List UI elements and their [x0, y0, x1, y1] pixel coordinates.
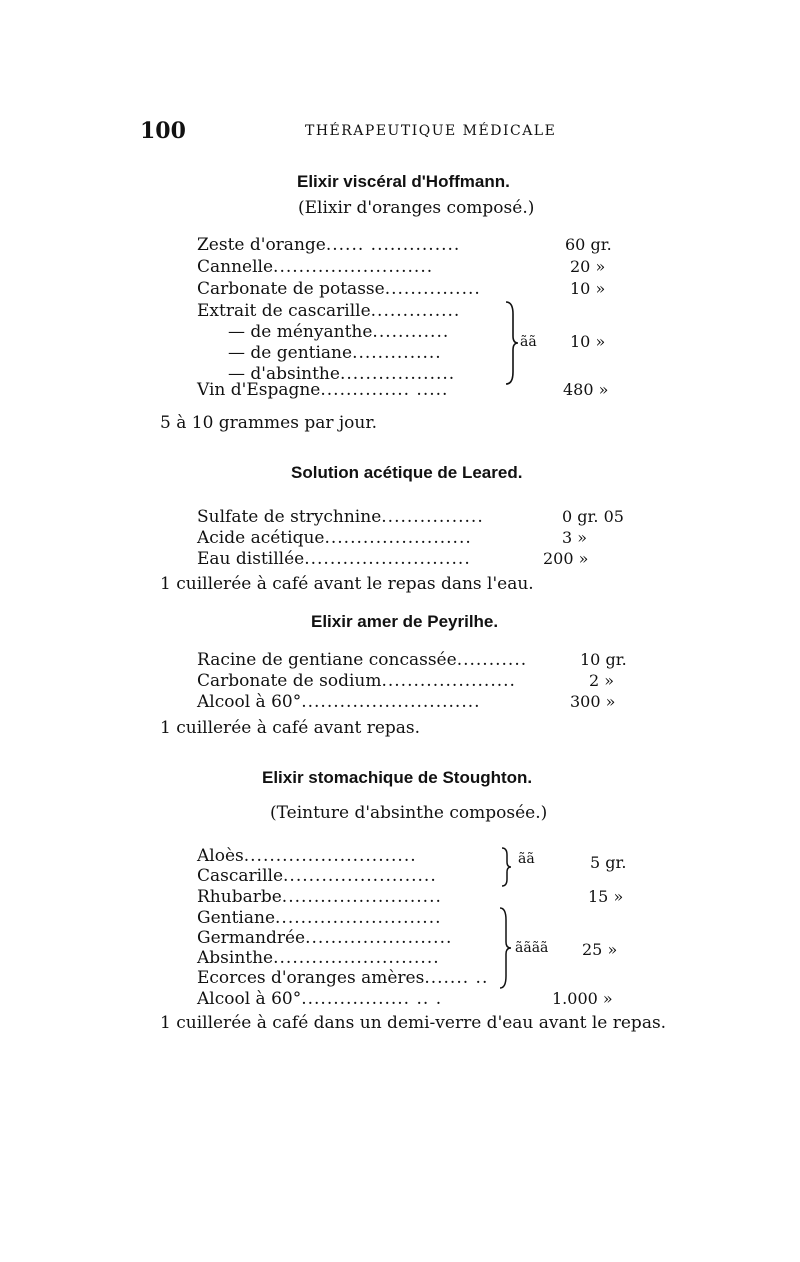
recipe-title-hoffmann: Elixir viscéral d'Hoffmann.	[297, 172, 510, 191]
ingredient-line	[197, 301, 460, 321]
ingredient-quantity: 3 »	[562, 528, 588, 547]
ingredient-line	[197, 887, 442, 907]
ingredient-name: Carbonate de potasse	[197, 279, 385, 299]
ingredient-name: Eau distillée	[197, 549, 305, 569]
ingredient-line	[197, 692, 481, 712]
leader-dots: ................	[381, 507, 484, 527]
leader-dots: .........................	[281, 887, 442, 907]
ingredient-name: Aloès	[197, 846, 244, 866]
ingredient-name: Gentiane	[197, 908, 276, 928]
ingredient-name: Carbonate de sodium	[197, 671, 382, 691]
ingredient-line	[197, 846, 417, 866]
recipe-title-stoughton: Elixir stomachique de Stoughton.	[262, 768, 533, 787]
dosage-note: 1 cuillerée à café avant repas.	[160, 718, 421, 738]
ingredient-quantity: 480 »	[563, 380, 609, 399]
group-quantity: 10 »	[570, 332, 606, 351]
leader-dots: ..........................	[273, 948, 440, 968]
dosage-note: 1 cuillerée à café avant le repas dans l'eau.	[160, 574, 534, 594]
ingredient-line	[228, 322, 449, 342]
leader-dots: ...... ..............	[325, 235, 461, 255]
group-mark: ãããã	[515, 940, 549, 956]
group-quantity: 25 »	[582, 940, 618, 959]
ingredient-name: Extrait de cascarille	[197, 301, 371, 321]
ingredient-name: Ecorces d'oranges amères	[197, 968, 425, 988]
ingredient-line	[197, 928, 452, 948]
ingredient-line	[197, 671, 516, 691]
ingredient-quantity: 1.000 »	[552, 989, 613, 1008]
ingredient-quantity: 0 gr. 05	[562, 507, 624, 526]
ingredient-name: — de ményanthe	[228, 322, 373, 342]
ingredient-line	[197, 908, 442, 928]
dosage-note: 5 à 10 grammes par jour.	[160, 413, 378, 433]
ingredient-quantity: 10 »	[570, 279, 606, 298]
leader-dots: .......................	[305, 928, 453, 948]
ingredient-name: Absinthe	[197, 948, 274, 968]
leader-dots: ........................	[283, 866, 437, 886]
ingredient-line	[197, 380, 448, 400]
leader-dots: ....... ..	[424, 968, 489, 988]
ingredient-quantity: 200 »	[543, 549, 589, 568]
leader-dots: ...........	[456, 650, 528, 670]
recipe-subtitle-stoughton: (Teinture d'absinthe composée.)	[270, 803, 548, 823]
ingredient-name: Rhubarbe	[197, 887, 282, 907]
ingredient-name: Cascarille	[197, 866, 284, 886]
ingredient-name: Germandrée	[197, 928, 306, 948]
ingredient-quantity: 60 gr.	[565, 235, 612, 254]
leader-dots: ..........................	[275, 908, 442, 928]
leader-dots: .......................	[324, 528, 472, 548]
leader-dots: ..................	[339, 364, 456, 384]
grouping-brace	[500, 846, 512, 888]
ingredient-line	[197, 650, 527, 670]
leader-dots: ..............	[370, 301, 461, 321]
ingredient-line	[197, 948, 440, 968]
ingredient-line	[197, 235, 460, 255]
ingredient-name: Sulfate de strychnine	[197, 507, 382, 527]
ingredient-line	[228, 343, 442, 363]
leader-dots: .............. .....	[320, 380, 449, 400]
leader-dots: ............	[372, 322, 450, 342]
ingredient-name: Vin d'Espagne	[197, 380, 321, 400]
leader-dots: ..............	[352, 343, 442, 363]
ingredient-name: Alcool à 60°	[197, 692, 302, 712]
leader-dots: ................. .. .	[301, 989, 443, 1009]
group-quantity: 5 gr.	[590, 853, 627, 872]
ingredient-line	[197, 279, 481, 299]
ingredient-name: Alcool à 60°	[197, 989, 302, 1009]
leader-dots: ...............	[384, 279, 481, 299]
grouping-brace	[503, 300, 519, 386]
page-number: 100	[140, 118, 186, 144]
ingredient-name: — de gentiane	[228, 343, 353, 363]
leader-dots: ..........................	[304, 549, 471, 569]
recipe-title-leared: Solution acétique de Leared.	[291, 463, 523, 482]
ingredient-line	[197, 989, 442, 1009]
ingredient-name: Racine de gentiane concassée	[197, 650, 457, 670]
ingredient-quantity: 2 »	[589, 671, 615, 690]
leader-dots: .........................	[273, 257, 434, 277]
running-title: THÉRAPEUTIQUE MÉDICALE	[305, 123, 557, 139]
leader-dots: .....................	[381, 671, 516, 691]
recipe-title-peyrilhe: Elixir amer de Peyrilhe.	[311, 612, 499, 631]
ingredient-quantity: 10 gr.	[580, 650, 627, 669]
group-mark: ãã	[520, 334, 537, 350]
leader-dots: ...........................	[243, 846, 417, 866]
ingredient-quantity: 20 »	[570, 257, 606, 276]
ingredient-name: — d'absinthe	[228, 364, 340, 384]
ingredient-quantity: 300 »	[570, 692, 616, 711]
ingredient-quantity: 15 »	[588, 887, 624, 906]
ingredient-line	[197, 866, 437, 886]
dosage-note: 1 cuillerée à café dans un demi-verre d'eau avant le repas.	[160, 1013, 667, 1033]
recipe-subtitle-hoffmann: (Elixir d'oranges composé.)	[298, 198, 535, 218]
group-mark: ãã	[518, 851, 535, 867]
leader-dots: ............................	[301, 692, 481, 712]
ingredient-line	[197, 507, 484, 527]
ingredient-line	[197, 528, 472, 548]
grouping-brace	[498, 906, 512, 990]
ingredient-line	[197, 968, 488, 988]
ingredient-name: Acide acétique	[197, 528, 325, 548]
ingredient-line	[197, 549, 471, 569]
ingredient-line	[197, 257, 433, 277]
ingredient-name: Zeste d'orange	[197, 235, 326, 255]
ingredient-name: Cannelle	[197, 257, 274, 277]
